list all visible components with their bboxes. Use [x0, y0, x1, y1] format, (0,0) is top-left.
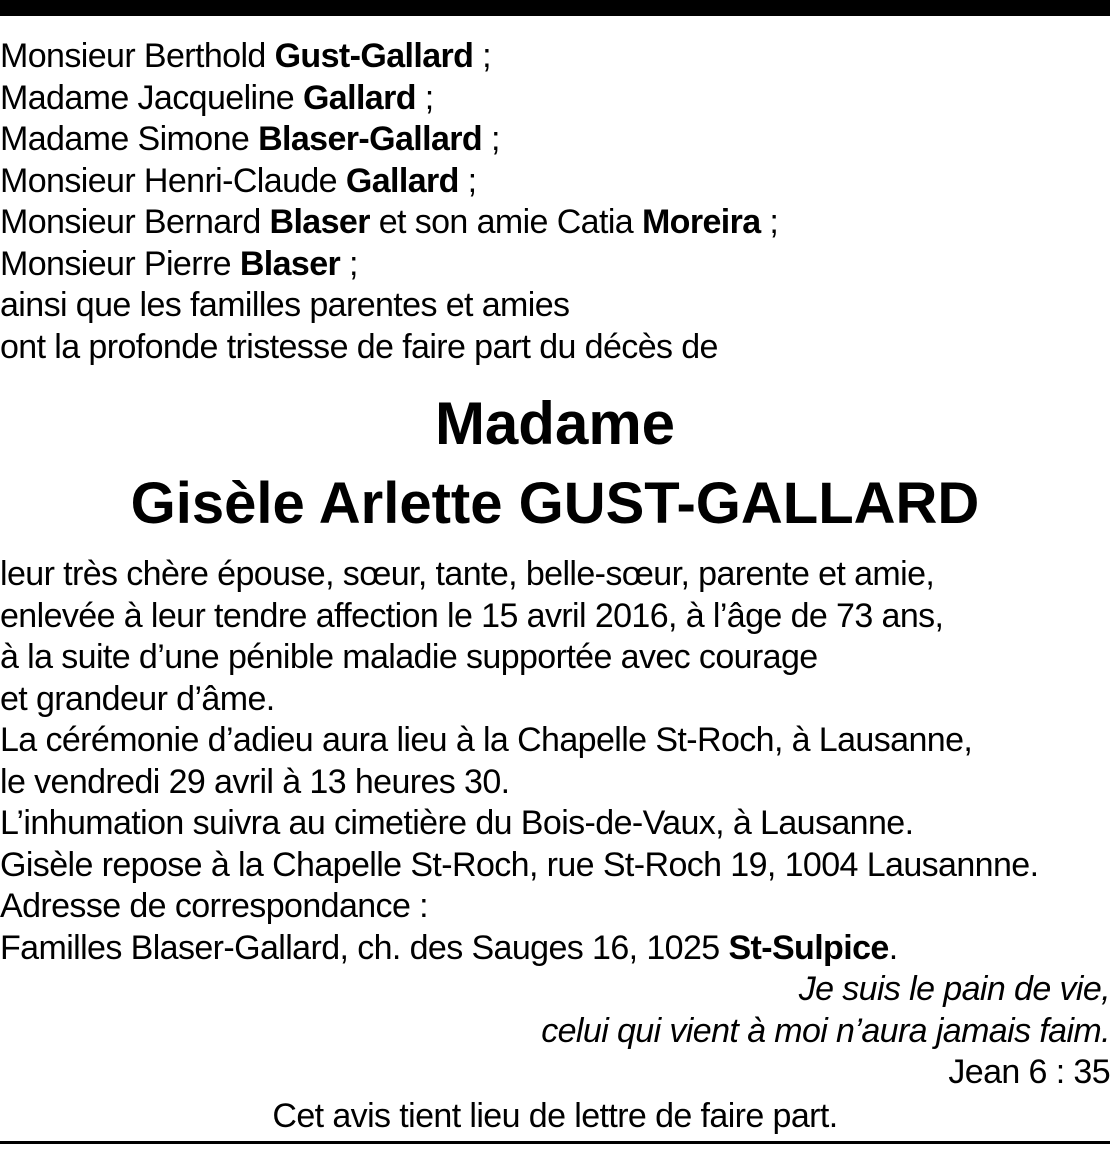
separator: ;: [473, 37, 492, 75]
family-member-surname: Gallard: [302, 78, 416, 117]
family-member-first-name: Madame Simone: [0, 120, 259, 158]
family-line: [0, 78, 1110, 120]
body-line: à la suite d’une pénible maladie supportée avec courage: [0, 638, 818, 676]
deceased-name: Gisèle Arlette GUST-GALLARD: [130, 471, 980, 536]
quote-line: celui qui vient à moi n’aura jamais faim.: [541, 1011, 1110, 1050]
family-line: [0, 36, 1110, 78]
body-line: leur très chère épouse, sœur, tante, belle-sœur, parente et amie,: [0, 555, 935, 593]
family-member-relation: et son amie Catia: [369, 203, 642, 241]
family-line: [0, 161, 1110, 203]
family-member-surname: Blaser: [269, 203, 370, 241]
family-member-surname: Blaser-Gallard: [258, 120, 483, 158]
address-period: .: [888, 928, 898, 967]
body-line: Gisèle repose à la Chapelle St-Roch, rue St-Roch 19, 1004 Lausannne.: [0, 845, 1039, 884]
deceased-heading: [0, 384, 1110, 544]
family-member-first-name: Madame Jacqueline: [0, 78, 303, 117]
separator: ;: [458, 161, 477, 200]
body-line: le vendredi 29 avril à 13 heures 30.: [0, 762, 510, 801]
separator: ;: [415, 78, 434, 117]
quote-reference: Jean 6 : 35: [948, 1053, 1110, 1091]
family-member-surname: Gust-Gallard: [274, 37, 474, 75]
family-line: [0, 202, 1110, 244]
family-member-first-name: Monsieur Berthold: [0, 37, 275, 75]
closing-line: Cet avis tient lieu de lettre de faire part.: [272, 1096, 838, 1135]
intro-line: ainsi que les familles parentes et amies: [0, 286, 570, 324]
body-line: L’inhumation suivra au cimetière du Bois-de-Vaux, à Lausanne.: [0, 804, 914, 842]
intro-line: ont la profonde tristesse de faire part du décès de: [0, 327, 718, 366]
family-member-surname: Gallard: [345, 161, 459, 200]
family-line: [0, 244, 1110, 286]
family-member-surname: Blaser: [239, 244, 341, 283]
address-street: Familles Blaser-Gallard, ch. des Sauges 16, 1025: [0, 928, 729, 967]
separator: ;: [482, 120, 500, 158]
top-rule: [0, 0, 1110, 16]
family-member-surname: Moreira: [641, 203, 761, 241]
separator: ;: [340, 244, 358, 283]
body-line: Adresse de correspondance :: [0, 887, 428, 925]
separator: ;: [760, 203, 779, 241]
body-line: La cérémonie d’adieu aura lieu à la Chapelle St-Roch, à Lausanne,: [0, 721, 973, 759]
deceased-title: Madame: [434, 390, 676, 457]
family-line: [0, 119, 1110, 161]
body-line: enlevée à leur tendre affection le 15 avril 2016, à l’âge de 73 ans,: [0, 596, 944, 635]
family-member-first-name: Monsieur Henri-Claude: [0, 161, 346, 200]
body-line: et grandeur d’âme.: [0, 679, 275, 718]
family-member-first-name: Monsieur Pierre: [0, 244, 240, 283]
family-member-first-name: Monsieur Bernard: [0, 203, 270, 241]
correspondence-address: [0, 928, 1110, 970]
quote-line: Je suis le pain de vie,: [798, 970, 1110, 1008]
bottom-rule: [0, 1141, 1110, 1144]
death-notice: [0, 36, 1110, 1137]
address-locality: St-Sulpice: [728, 928, 889, 967]
